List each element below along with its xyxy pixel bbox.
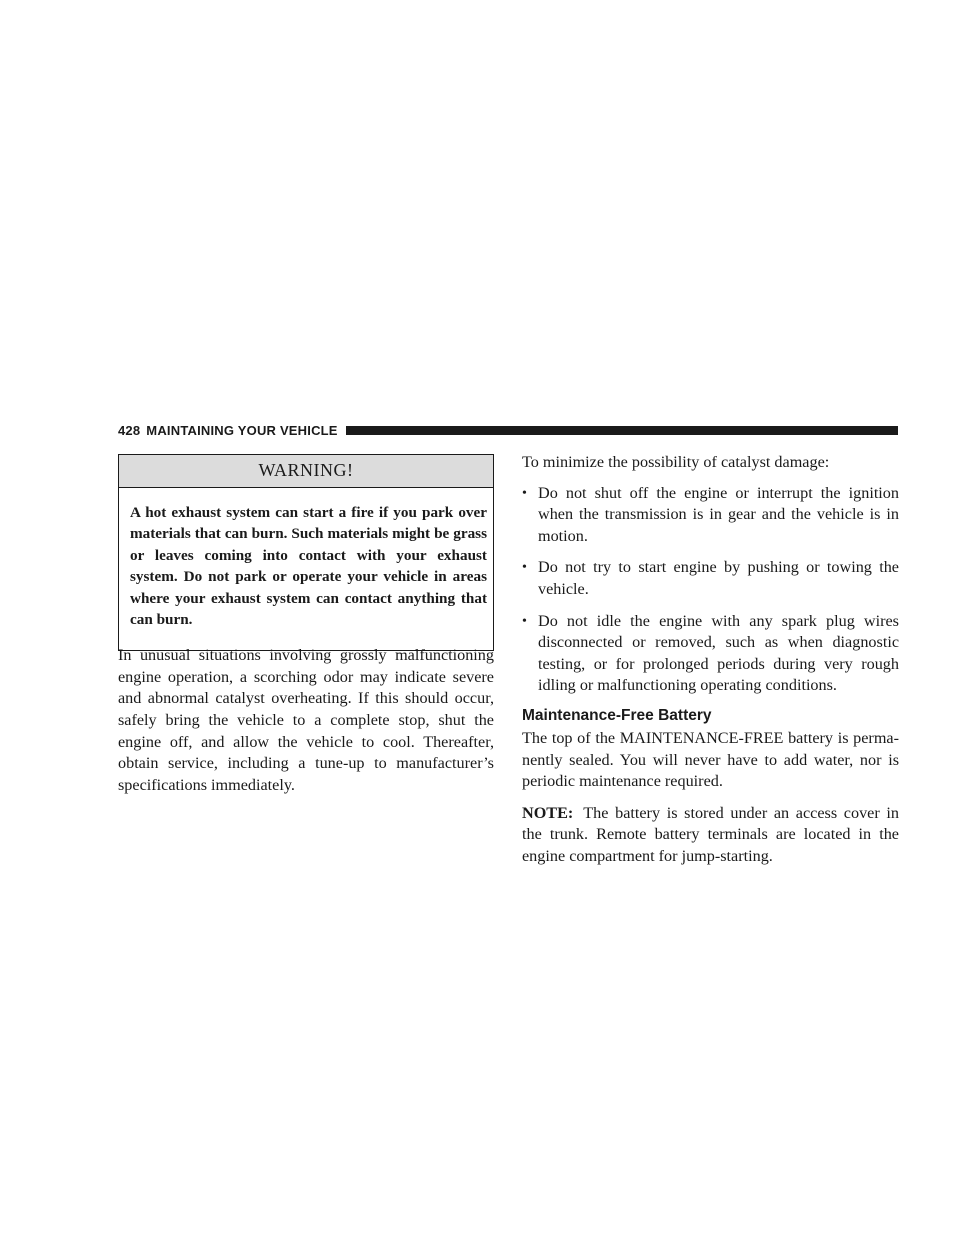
bullet-icon: • [522,560,527,576]
warning-box [118,454,494,651]
bullet-icon: • [522,613,527,629]
note-text: The battery is stored under an access cover in the trunk. Remote battery terminals are located in the engine compartment for jump-starting. [522,803,899,865]
list-item [522,557,899,600]
bullet-icon: • [522,485,527,501]
right-column [522,452,899,878]
note-label: NOTE: [522,803,574,822]
bullet-text: Do not shut off the engine or interrupt the ignition when the transmission is in gear and the vehicle is in motion. [538,483,899,545]
warning-title: WARNING! [119,455,493,488]
section-title: MAINTAINING YOUR VEHICLE [146,422,338,438]
note-paragraph [522,803,899,868]
battery-paragraph: The top of the MAINTENANCE-FREE battery is perma- nently sealed. You will never have to add water, nor is periodic maintenance required. [522,728,899,791]
list-item [522,611,899,697]
catalyst-bullet-list [522,483,899,697]
page-number: 428 [118,422,141,438]
catalyst-intro: To minimize the possibility of catalyst damage: [522,453,830,471]
page-header [118,421,898,439]
bullet-text: Do not try to start engine by pushing or towing the vehicle. [538,558,899,598]
header-rule [346,426,898,435]
bullet-text: Do not idle the engine with any spark plug wires disconnected or removed, such as when diagnostic testing, or for prolonged periods during very rough idling or malfunctioning operating conditions. [538,611,899,695]
list-item [522,483,899,548]
catalyst-overheating-paragraph: In unusual situations involving grossly malfunctioning engine operation, a scorching odor may indicate severe and abnormal catalyst overheating. If this should occur, safely bring the vehicle to a complete stop, shut the engine off, and allow the vehicle to cool. Thereafter, obtain service, including a tune-up to manufacturer’s specifications immediately. [118,646,494,794]
warning-body: A hot exhaust system can start a fire if you park over materials that can burn. Such materials might be grass or leaves coming into contact with your exhaust system. Do not park or operate your vehicle in areas where your exhaust system can contact anything that can burn. [130,504,487,629]
battery-subheading: Maintenance-Free Battery [522,706,712,724]
